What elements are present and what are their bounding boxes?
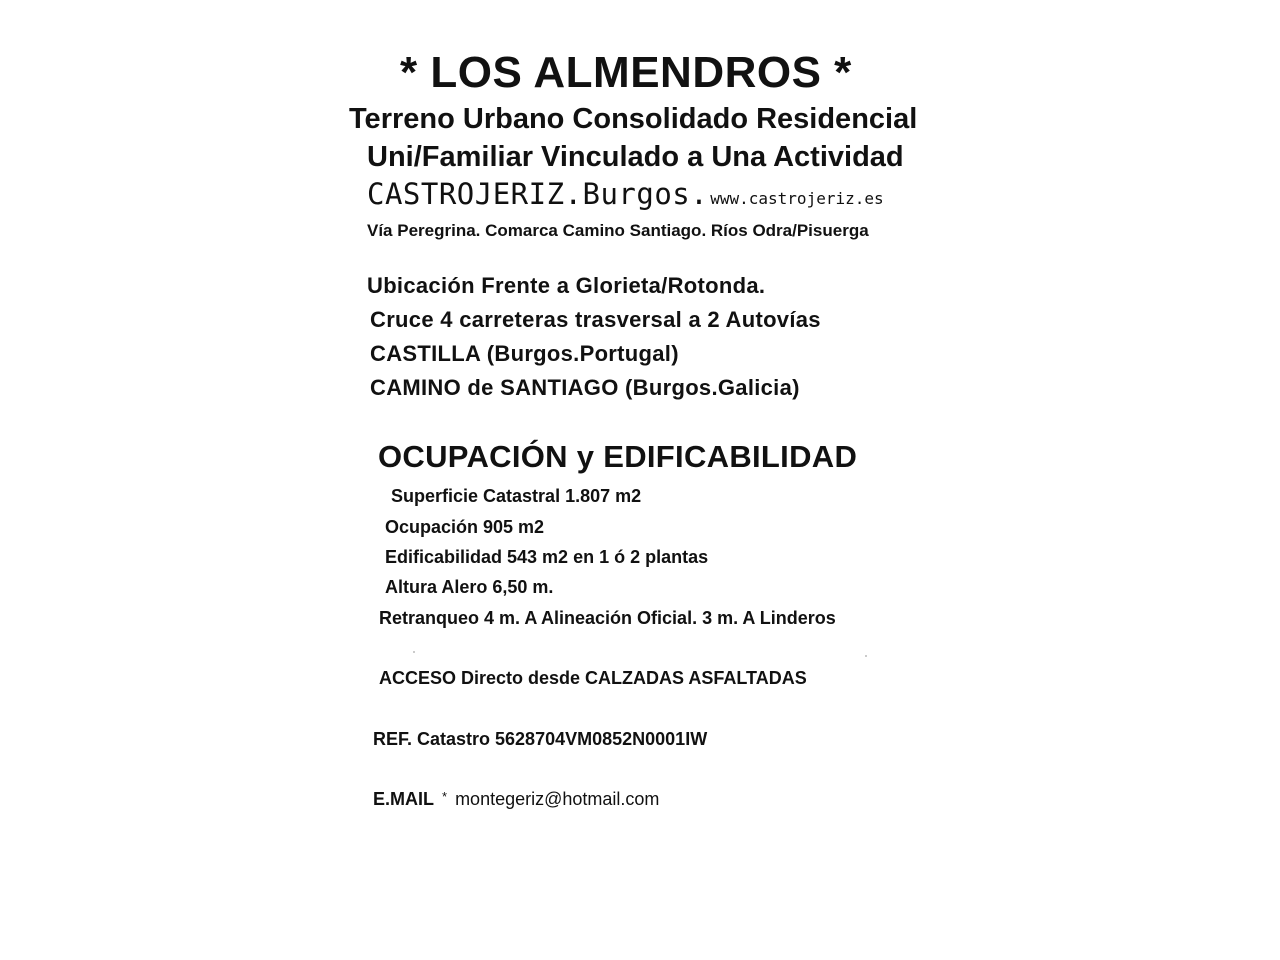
subtitle-land-type: Terreno Urbano Consolidado Residencial (349, 103, 918, 135)
town-line (367, 177, 884, 211)
location-line: Ubicación Frente a Glorieta/Rotonda. (367, 273, 766, 298)
section-heading: OCUPACIÓN y EDIFICABILIDAD (378, 439, 858, 474)
town-name: CASTROJERIZ.Burgos. (367, 177, 709, 211)
access-note: ACCESO Directo desde CALZADAS ASFALTADAS (379, 668, 807, 688)
spec-occupation: Ocupación 905 m2 (385, 517, 545, 537)
spec-surface: Superficie Catastral 1.807 m2 (391, 486, 642, 506)
page-title: * LOS ALMENDROS * (400, 48, 852, 97)
scan-speck (865, 655, 867, 657)
spec-buildability: Edificabilidad 543 m2 en 1 ó 2 plantas (385, 547, 709, 567)
scan-speck (413, 651, 415, 653)
email-line (373, 789, 659, 810)
cadastral-reference: REF. Catastro 5628704VM0852N0001IW (373, 729, 708, 749)
email-asterisk: * (442, 789, 448, 804)
location-line: Cruce 4 carreteras trasversal a 2 Autovías (370, 307, 821, 332)
website-link[interactable]: www.castrojeriz.es (710, 189, 884, 208)
spec-setback: Retranqueo 4 m. A Alineación Oficial. 3 m. A Linderos (379, 608, 836, 628)
route-description: Vía Peregrina. Comarca Camino Santiago. Ríos Odra/Pisuerga (367, 221, 869, 240)
subtitle-use: Uni/Familiar Vinculado a Una Actividad (367, 141, 904, 173)
email-address-link[interactable]: montegeriz@hotmail.com (455, 789, 660, 809)
location-line: CAMINO de SANTIAGO (Burgos.Galicia) (370, 375, 800, 400)
spec-eave-height: Altura Alero 6,50 m. (385, 577, 554, 597)
location-line: CASTILLA (Burgos.Portugal) (370, 341, 679, 366)
email-label: E.MAIL (373, 789, 434, 809)
